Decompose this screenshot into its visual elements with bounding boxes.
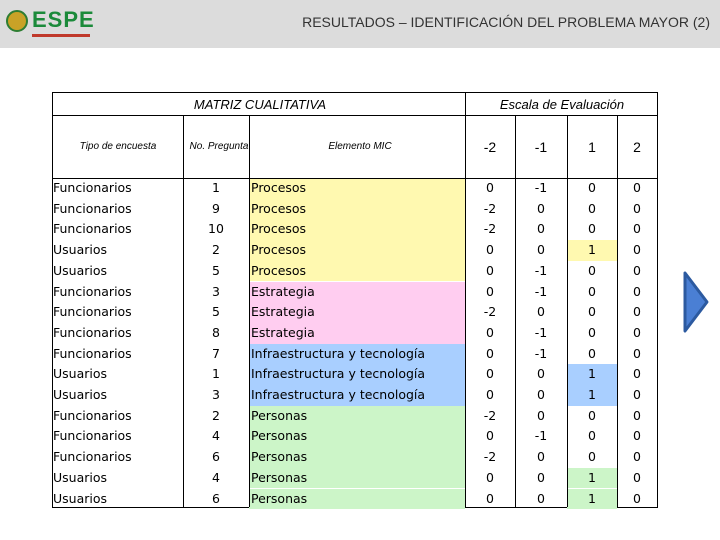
cell-score: 0 (537, 366, 545, 382)
scale-title: Escala de Evaluación (499, 96, 625, 112)
cell-score: 0 (486, 180, 494, 195)
cell-score: 0 (633, 324, 641, 340)
column-header-tipo: Tipo de encuesta (79, 141, 157, 152)
cell-no-pregunta: 2 (212, 242, 220, 258)
cell-score: 0 (633, 387, 641, 402)
cell-score: 0 (486, 490, 494, 506)
next-slide-arrow-icon[interactable] (682, 270, 710, 334)
cell-score: 0 (588, 324, 596, 340)
cell-score: 0 (537, 221, 545, 237)
cell-score: 0 (588, 345, 596, 361)
cell-score: 1 (588, 366, 596, 382)
cell-score: 1 (588, 387, 596, 402)
qualitative-matrix-table (52, 92, 658, 508)
cell-score: 0 (588, 407, 596, 423)
cell-tipo: Funcionarios (53, 345, 132, 361)
cell-score: 0 (633, 283, 641, 299)
cell-score: 0 (633, 304, 641, 320)
cell-elemento: Procesos (251, 242, 307, 258)
cell-tipo: Usuarios (53, 262, 108, 278)
cell-tipo: Funcionarios (53, 449, 132, 465)
grid-line (515, 115, 516, 507)
cell-score: 0 (537, 449, 545, 465)
cell-tipo: Funcionarios (53, 180, 132, 195)
cell-elemento: Personas (251, 490, 308, 506)
cell-score: 0 (633, 449, 641, 465)
grid-line (183, 115, 184, 507)
cell-score: -1 (534, 324, 548, 340)
cell-score: 0 (537, 242, 545, 258)
cell-tipo: Funcionarios (53, 324, 132, 340)
cell-score: 0 (537, 490, 545, 506)
cell-score: -1 (534, 428, 548, 444)
cell-tipo: Funcionarios (53, 283, 132, 299)
cell-score: 0 (537, 469, 545, 485)
cell-score: 0 (537, 200, 545, 216)
cell-elemento: Procesos (251, 221, 307, 237)
cell-no-pregunta: 4 (212, 428, 220, 444)
cell-score: 0 (486, 428, 494, 444)
cell-score: -1 (534, 283, 548, 299)
cell-score: 0 (537, 387, 545, 402)
cell-score: 0 (633, 221, 641, 237)
cell-score: 0 (633, 262, 641, 278)
cell-score: 0 (486, 469, 494, 485)
cell-score: 0 (633, 469, 641, 485)
cell-tipo: Usuarios (53, 490, 108, 506)
cell-elemento: Estrategia (251, 304, 315, 320)
cell-elemento: Personas (251, 428, 308, 444)
cell-no-pregunta: 5 (212, 304, 220, 320)
scale-header-pos1: 1 (588, 138, 596, 155)
cell-no-pregunta: 5 (212, 262, 220, 278)
grid-line (465, 93, 466, 507)
cell-score: 0 (588, 180, 596, 195)
cell-score: 0 (486, 366, 494, 382)
cell-score: 1 (588, 490, 596, 506)
cell-tipo: Funcionarios (53, 221, 132, 237)
cell-elemento: Infraestructura y tecnología (251, 387, 426, 402)
cell-score: 0 (633, 490, 641, 506)
column-header-no: No. Pregunta (189, 141, 249, 152)
grid-line (617, 115, 618, 507)
cell-score: 0 (633, 180, 641, 195)
cell-score: 0 (486, 345, 494, 361)
cell-elemento: Estrategia (251, 324, 315, 340)
cell-score: 0 (588, 428, 596, 444)
cell-elemento: Procesos (251, 180, 307, 195)
cell-score: 0 (486, 262, 494, 278)
cell-tipo: Usuarios (53, 387, 108, 402)
espe-logo (6, 7, 95, 40)
cell-no-pregunta: 1 (212, 180, 220, 195)
cell-score: 0 (588, 200, 596, 216)
matrix-title: MATRIZ CUALITATIVA (193, 96, 327, 112)
cell-score: -1 (534, 180, 548, 195)
cell-elemento: Personas (251, 469, 308, 485)
university-seal-icon (6, 10, 28, 32)
cell-score: -2 (483, 407, 497, 423)
cell-elemento: Procesos (251, 200, 307, 216)
cell-score: 0 (588, 221, 596, 237)
cell-score: 0 (633, 366, 641, 382)
cell-no-pregunta: 2 (212, 407, 220, 423)
cell-score: -1 (534, 345, 548, 361)
cell-score: -2 (483, 200, 497, 216)
cell-score: 0 (537, 407, 545, 423)
cell-score: 1 (588, 469, 596, 485)
slide-title: RESULTADOS – IDENTIFICACIÓN DEL PROBLEMA MAYOR (2) (302, 14, 710, 30)
cell-no-pregunta: 6 (212, 449, 220, 465)
cell-score: 0 (588, 304, 596, 320)
cell-score: 0 (633, 200, 641, 216)
cell-score: 0 (486, 387, 494, 402)
cell-score: 0 (486, 324, 494, 340)
logo-text: ESPE (32, 7, 95, 32)
cell-tipo: Usuarios (53, 469, 108, 485)
cell-score: 0 (486, 242, 494, 258)
cell-elemento: Personas (251, 407, 308, 423)
cell-no-pregunta: 4 (212, 469, 220, 485)
cell-score: 1 (588, 242, 596, 258)
cell-score: -2 (483, 221, 497, 237)
cell-tipo: Usuarios (53, 242, 108, 258)
slide-header (0, 0, 720, 48)
cell-score: 0 (588, 283, 596, 299)
grid-line (567, 115, 568, 507)
cell-score: 0 (633, 407, 641, 423)
cell-score: 0 (486, 283, 494, 299)
cell-score: 0 (633, 428, 641, 444)
cell-score: 0 (633, 345, 641, 361)
cell-elemento: Infraestructura y tecnología (251, 345, 426, 361)
scale-header-neg1: -1 (534, 138, 548, 155)
cell-no-pregunta: 3 (212, 387, 220, 402)
grid-line (249, 115, 250, 507)
cell-score: 0 (537, 304, 545, 320)
cell-elemento: Estrategia (251, 283, 315, 299)
cell-elemento: Infraestructura y tecnología (251, 366, 426, 382)
cell-no-pregunta: 10 (208, 221, 224, 237)
cell-tipo: Funcionarios (53, 304, 132, 320)
scale-header-neg2: -2 (483, 138, 497, 155)
cell-score: 0 (588, 262, 596, 278)
cell-no-pregunta: 6 (212, 490, 220, 506)
cell-score: -2 (483, 449, 497, 465)
cell-score: -2 (483, 304, 497, 320)
cell-tipo: Funcionarios (53, 407, 132, 423)
cell-elemento: Procesos (251, 262, 307, 278)
cell-no-pregunta: 8 (212, 324, 220, 340)
cell-tipo: Funcionarios (53, 200, 132, 216)
cell-tipo: Funcionarios (53, 428, 132, 444)
logo-underline (32, 34, 90, 37)
cell-score: 0 (588, 449, 596, 465)
column-header-elemento: Elemento MIC (328, 141, 392, 152)
cell-no-pregunta: 7 (212, 345, 220, 361)
cell-score: 0 (633, 242, 641, 258)
scale-header-pos2: 2 (633, 138, 641, 155)
cell-no-pregunta: 9 (212, 200, 220, 216)
cell-score: -1 (534, 262, 548, 278)
cell-no-pregunta: 3 (212, 283, 220, 299)
cell-no-pregunta: 1 (212, 366, 220, 382)
cell-tipo: Usuarios (53, 366, 108, 382)
cell-elemento: Personas (251, 449, 308, 465)
